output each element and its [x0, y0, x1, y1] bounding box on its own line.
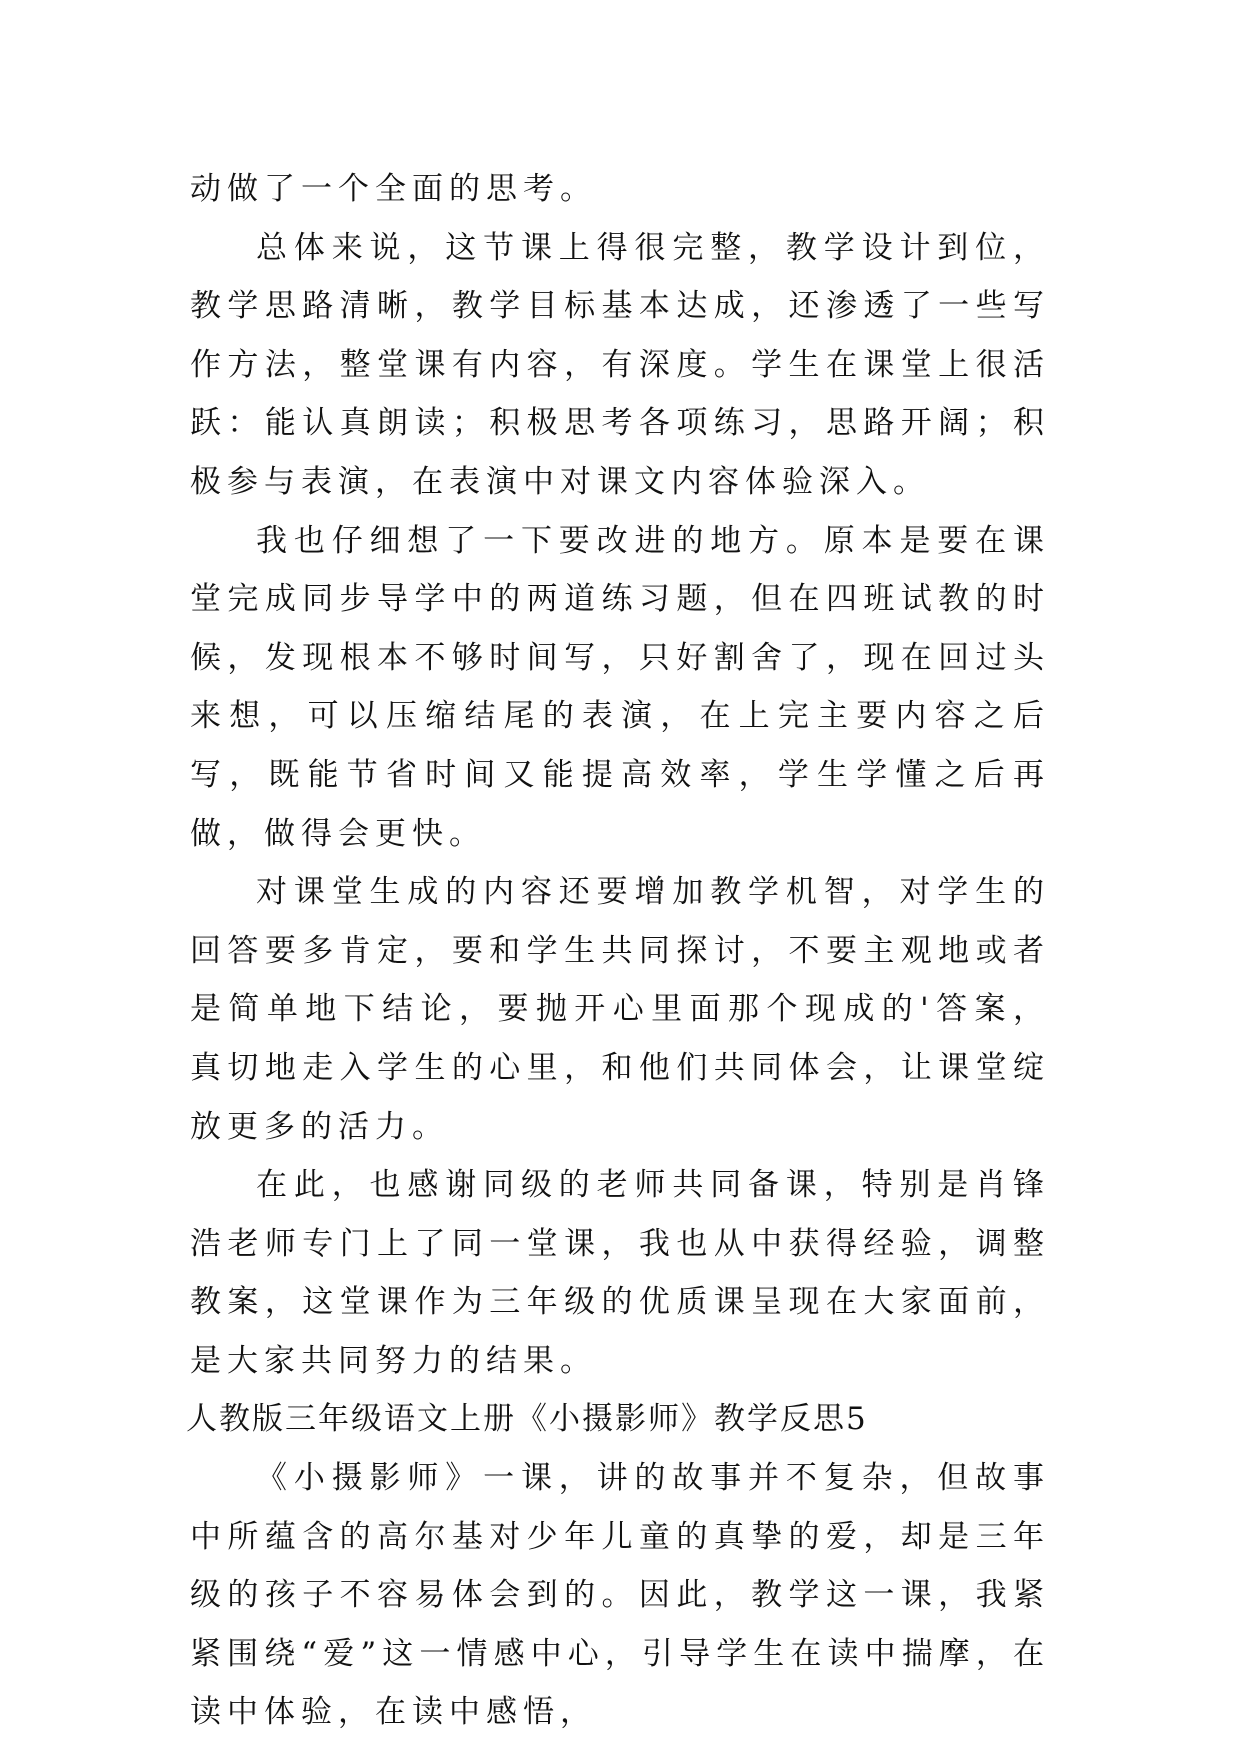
paragraph-summary: 总体来说，这节课上得很完整，教学设计到位，教学思路清晰，教学目标基本达成，还渗透了一些写作方法，整堂课有内容，有深度。学生在课堂上很活跃：能认真朗读；积极思考各项练习，思路开阔；积极参与表演，在表演中对课文内容体验深入。: [190, 229, 1050, 500]
paragraph-section-intro: 《小摄影师》一课，讲的故事并不复杂，但故事中所蕴含的高尔基对少年儿童的真挚的爱，却是三年级的孩子不容易体会到的。因此，教学这一课，我紧紧围绕“爱”这一情感中心，引导学生在读中揣摩，在读中体验，在读中感悟，: [190, 1460, 1050, 1731]
paragraph-classroom-wisdom: 对课堂生成的内容还要增加教学机智，对学生的回答要多肯定，要和学生共同探讨，不要主观地或者是简单地下结论，要抛开心里面那个现成的'答案，真切地走入学生的心里，和他们共同体会，让课堂绽放更多的活力。: [190, 874, 1050, 1145]
paragraph-improvements: 我也仔细想了一下要改进的地方。原本是要在课堂完成同步导学中的两道练习题，但在四班试教的时候，发现根本不够时间写，只好割舍了，现在回过头来想，可以压缩结尾的表演，在上完主要内容之后写，既能节省时间又能提高效率，学生学懂之后再做，做得会更快。: [190, 522, 1050, 852]
document-body: [186, 160, 1050, 1742]
paragraph-continuation: 动做了一个全面的思考。: [190, 171, 597, 207]
paragraph-acknowledgement: 在此，也感谢同级的老师共同备课，特别是肖锋浩老师专门上了同一堂课，我也从中获得经验，调整教案，这堂课作为三年级的优质课呈现在大家面前，是大家共同努力的结果。: [190, 1167, 1050, 1379]
section-heading: 人教版三年级语文上册《小摄影师》教学反思5: [186, 1401, 868, 1438]
